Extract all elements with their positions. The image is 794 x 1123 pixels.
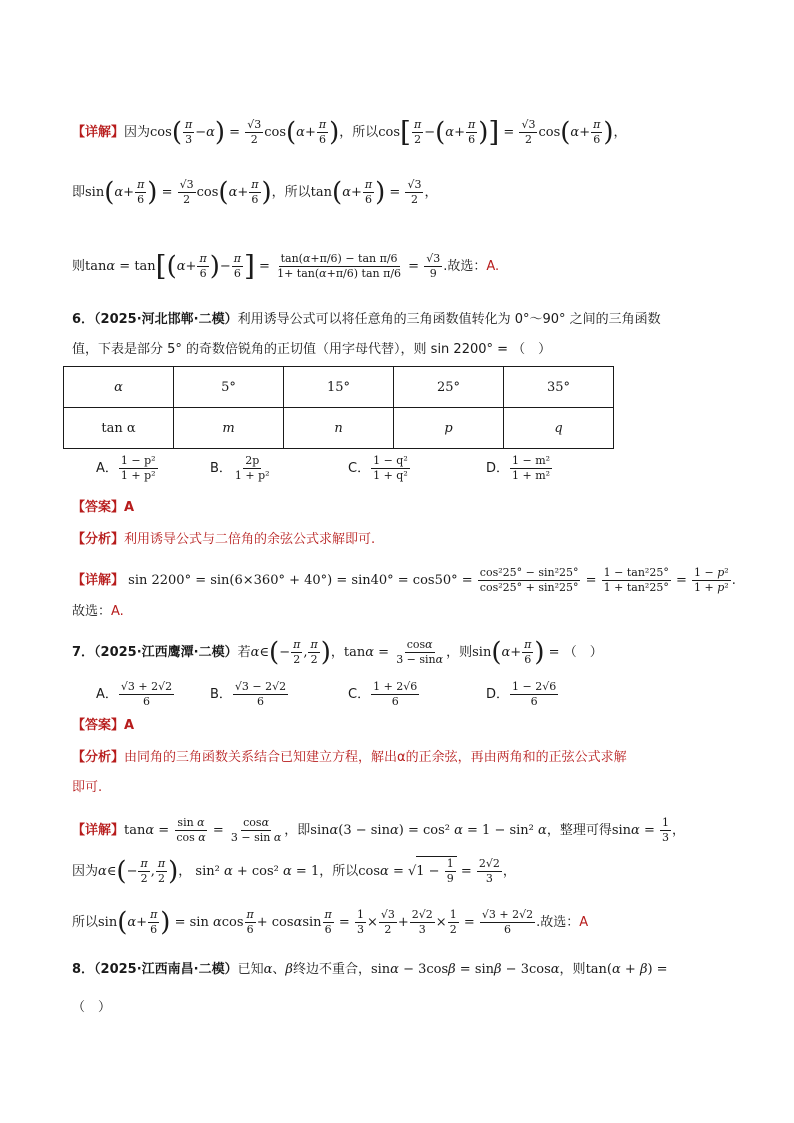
q6-option-c[interactable] [348, 454, 411, 483]
q7-stem [72, 638, 603, 667]
option-label: D． [486, 461, 510, 476]
q7-source: （2025·江西鹰潭·二模） [94, 645, 238, 660]
option-numerator: 2p [245, 454, 260, 467]
q7-option-d[interactable] [486, 680, 559, 709]
option-denominator: 6 [143, 695, 151, 708]
table-row [64, 408, 614, 449]
q7-analysis-2: 即可. [72, 780, 103, 795]
option-denominator: 1 + p² [120, 469, 156, 482]
q5-detail-line3-content: 则tanα = tan[(α+ $\frac{\pi}{6}$ )− $\frac{\pi}{6}$ ] = $\frac{\text{tan(α+π/6) − tan π/6}}{\text{1+ tan(α+π/6) tan π/6}}$ = $\frac{√3}{9}$ .故选： [72, 249, 487, 283]
q8-stem-content: 已知α、β终边不重合，sinα − 3cosβ = sinβ − 3cosα，则tan(α + β) = [237, 962, 668, 977]
q5-answer: A. [486, 259, 500, 274]
q7-detail-line2 [72, 856, 516, 886]
q5-detail-line1-content: 因为cos( $\frac{\pi}{3}$ −α) = $\frac{√3}{2}$ cos(α+ $\frac{\pi}{6}$ )，所以cos[ $\frac{\pi}{2}$ −(α+ $\frac{\pi}{6}$ )] = $\frac{√3}{2}$ cos(α+ $\frac{\pi}{6}$ )， [124, 115, 627, 149]
q6-answer: A [124, 500, 135, 515]
q7-option-a[interactable] [96, 680, 175, 709]
option-numerator: 1 + 2√6 [373, 680, 418, 693]
q8-stem [72, 960, 668, 980]
table-cell: 5° [174, 367, 284, 408]
q6-number: 6． [72, 312, 95, 327]
q7-detail-answer: A [579, 915, 589, 930]
detail-tag: 【详解】 [72, 823, 125, 838]
q7-detail-3-content: 所以sin(α+ $\frac{\pi}{6}$ ) = sin αcos $\frac{\pi}{6}$ + cosαsin $\frac{\pi}{6}$ = $\frac{1}{3}$ × $\frac{√3}{2}$ + $\frac{2√2}{3}$ × $\frac{1}{2}$ = $\frac{√3 + 2√2}{6}$ .故选： [72, 907, 580, 938]
table-cell: q [504, 408, 614, 449]
q5-detail-line2-content: 即sin(α+ $\frac{\pi}{6}$ ) = $\frac{√3}{2}$ cos(α+ $\frac{\pi}{6}$ )，所以tan(α+ $\frac{\pi}{6}$ ) = $\frac{√3}{2}$ ， [72, 177, 438, 208]
q6-analysis: 利用诱导公式与二倍角的余弦公式求解即可. [124, 532, 376, 547]
option-label: C． [348, 687, 371, 702]
q6-stem-line1 [72, 310, 661, 330]
q7-analysis-1: 由同角的三角函数关系结合已知建立方程，解出α的正余弦，再由两角和的正弦公式求解 [124, 750, 627, 765]
option-denominator: 1 + p² [234, 469, 270, 482]
q7-stem-content: 若α∈(− $\frac{\pi}{2}$ , $\frac{\pi}{2}$ )，tanα = $\frac{\cos\alpha}{3 - \sin\alpha}$ ，则sin(α+ $\frac{\pi}{6}$ ) = （ ） [237, 637, 603, 668]
option-numerator: √3 − 2√2 [234, 680, 287, 693]
q7-detail-line1 [72, 816, 685, 845]
q7-answer-line [72, 716, 134, 736]
q8-number: 8． [72, 962, 95, 977]
q6-stem-text1: 利用诱导公式可以将任意角的三角函数值转化为 0°～90° 之间的三角函数 [237, 312, 661, 327]
table-cell: p [394, 408, 504, 449]
q5-detail-line3 [72, 249, 500, 283]
q7-number: 7． [72, 645, 95, 660]
q7-detail-line3 [72, 908, 588, 937]
option-denominator: 6 [391, 695, 399, 708]
q7-analysis-line1 [72, 748, 627, 768]
q5-detail-line2 [72, 178, 437, 207]
conclusion-prefix: 故选： [72, 604, 112, 619]
option-label: D． [486, 687, 510, 702]
table-cell: m [174, 408, 284, 449]
detail-tag: 【详解】 [72, 573, 125, 588]
table-cell: α [64, 367, 174, 408]
table-cell: 35° [504, 367, 614, 408]
analysis-tag: 【分析】 [72, 532, 125, 547]
q7-option-c[interactable] [348, 680, 420, 709]
q8-blank [72, 998, 111, 1018]
option-denominator: 6 [530, 695, 538, 708]
option-label: A． [96, 461, 118, 476]
option-numerator: 1 − m² [512, 454, 551, 467]
q6-table [63, 366, 614, 449]
option-label: B． [210, 461, 232, 476]
q7-option-b[interactable] [210, 680, 289, 709]
q6-analysis-line [72, 530, 375, 550]
option-denominator: 1 + m² [512, 469, 551, 482]
table-cell: 15° [284, 367, 394, 408]
option-denominator: 1 + q² [373, 469, 408, 482]
option-denominator: 6 [257, 695, 265, 708]
analysis-tag: 【分析】 [72, 750, 125, 765]
table-cell: 25° [394, 367, 504, 408]
answer-blank: （ ） [72, 1000, 112, 1015]
option-numerator: √3 + 2√2 [120, 680, 173, 693]
q6-stem-line2 [72, 340, 551, 360]
table-cell: tan α [64, 408, 174, 449]
option-numerator: 1 − 2√6 [512, 680, 557, 693]
q6-conclusion [72, 602, 124, 622]
option-label: B． [210, 687, 232, 702]
answer-tag: 【答案】 [72, 718, 125, 733]
q6-detail-content: sin 2200° = sin(6×360° + 40°) = sin40° = cos50° = $\frac{\text{cos²25° − sin²25°}}{\text{cos²25° + sin²25°}}$ = $\frac{\text{1 − tan²25°}}{\text{1 + tan²25°}}$ = $\frac{\text{1 − p²}}{\text{1 + p²}}$ . [124, 566, 736, 594]
q6-source: （2025·河北邯郸·二模） [94, 312, 238, 327]
option-label: A． [96, 687, 118, 702]
q6-option-b[interactable] [210, 454, 273, 483]
q7-answer: A [124, 718, 135, 733]
q6-stem-text2: 值，下表是部分 5° 的奇数倍锐角的正切值（用字母代替），则 sin 2200° = （ ） [72, 342, 552, 357]
q7-detail-1-content: tanα = $\frac{\text{sin α}}{\text{cos α}}$ = $\frac{\cos\alpha}{\text{3 − sin α}}$ ，即sinα(3 − sinα) = cos² α = 1 − sin² α，整理可得sinα = $\frac{1}{3}$ ， [124, 816, 685, 844]
q8-source: （2025·江西南昌·二模） [94, 962, 238, 977]
q7-analysis-line2 [72, 778, 102, 798]
detail-tag: 【详解】 [72, 125, 125, 140]
q6-detail-line [72, 566, 736, 595]
q7-detail-2-content: 因为α∈(− $\frac{\pi}{2}$ , $\frac{\pi}{2}$ )， sin² α + cos² α = 1，所以cosα = √1 − $\frac{1}{9}$ = $\frac{2√2}{3}$ ， [72, 856, 516, 887]
q6-conclusion-answer: A. [111, 604, 124, 619]
answer-tag: 【答案】 [72, 500, 125, 515]
option-numerator: 1 − q² [373, 454, 408, 467]
option-label: C． [348, 461, 371, 476]
q5-detail-line1 [72, 115, 627, 149]
q6-option-d[interactable] [486, 454, 553, 483]
option-numerator: 1 − p² [120, 454, 156, 467]
table-cell: n [284, 408, 394, 449]
q6-option-a[interactable] [96, 454, 159, 483]
table-row [64, 367, 614, 408]
q6-answer-line [72, 498, 134, 518]
